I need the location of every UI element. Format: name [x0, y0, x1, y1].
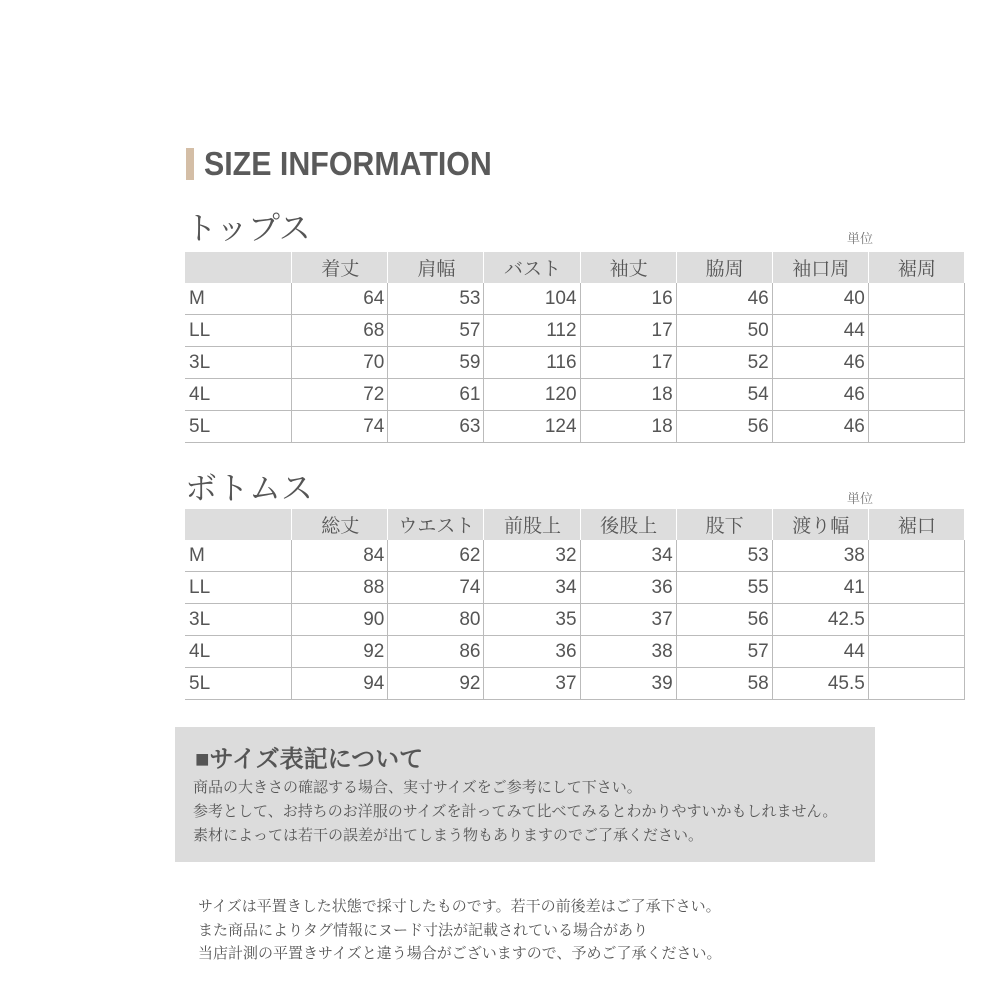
- measurement-cell: 38: [772, 540, 868, 572]
- table-row: [185, 315, 965, 347]
- measurement-cell: 38: [580, 636, 676, 668]
- table-row: [185, 347, 965, 379]
- measurement-cell: 72: [292, 379, 388, 411]
- measurement-cell: 64: [292, 283, 388, 315]
- note-line: 商品の大きさの確認する場合、実寸サイズをご参考にして下さい。: [193, 779, 642, 796]
- size-label-cell: LL: [185, 315, 292, 347]
- bottoms-unit: 単位: [847, 491, 874, 506]
- measurement-cell: 92: [388, 668, 484, 700]
- table-row: [185, 283, 965, 315]
- measurement-cell: 70: [292, 347, 388, 379]
- measurement-cell: [868, 347, 964, 379]
- measurement-cell: 86: [388, 636, 484, 668]
- table-header-row: [185, 509, 965, 540]
- measurement-cell: [868, 411, 964, 443]
- measurement-cell: 58: [676, 668, 772, 700]
- size-label-cell: LL: [185, 572, 292, 604]
- measurement-cell: [868, 315, 964, 347]
- measurement-cell: 112: [484, 315, 580, 347]
- footer-line: 当店計測の平置きサイズと違う場合がございますので、予めご了承ください。: [198, 945, 722, 962]
- tops-heading: トップス: [185, 210, 311, 246]
- column-header: 脇周: [676, 252, 772, 283]
- table-header-row: [185, 252, 965, 283]
- measurement-cell: 46: [772, 379, 868, 411]
- page-title: [186, 146, 517, 182]
- column-header: 袖口周: [772, 252, 868, 283]
- table-row: [185, 411, 965, 443]
- measurement-cell: [868, 379, 964, 411]
- note-line: 素材によっては若干の誤差が出てしまう物もありますのでご了承ください。: [193, 827, 704, 844]
- measurement-cell: 80: [388, 604, 484, 636]
- measurement-cell: 53: [676, 540, 772, 572]
- measurement-cell: 36: [484, 636, 580, 668]
- measurement-cell: [868, 572, 964, 604]
- title-text: SIZE INFORMATION: [204, 145, 492, 182]
- measurement-cell: [868, 604, 964, 636]
- measurement-cell: 94: [292, 668, 388, 700]
- measurement-cell: 37: [580, 604, 676, 636]
- measurement-cell: 46: [772, 347, 868, 379]
- measurement-cell: 74: [388, 572, 484, 604]
- measurement-cell: 59: [388, 347, 484, 379]
- measurement-cell: 50: [676, 315, 772, 347]
- tops-unit: 単位: [847, 231, 874, 246]
- measurement-cell: 57: [388, 315, 484, 347]
- measurement-cell: 84: [292, 540, 388, 572]
- tops-size-table: [185, 252, 965, 443]
- measurement-cell: 57: [676, 636, 772, 668]
- column-header: 着丈: [292, 252, 388, 283]
- measurement-cell: [868, 668, 964, 700]
- measurement-cell: 62: [388, 540, 484, 572]
- column-header: バスト: [484, 252, 580, 283]
- measurement-cell: 52: [676, 347, 772, 379]
- size-notation-box: [175, 727, 875, 862]
- measurement-cell: 34: [580, 540, 676, 572]
- measurement-cell: 18: [580, 379, 676, 411]
- column-header: 後股上: [580, 509, 676, 540]
- size-label-cell: 5L: [185, 411, 292, 443]
- table-row: [185, 540, 965, 572]
- note-line: 参考として、お持ちのお洋服のサイズを計ってみて比べてみるとわかりやすいかもしれません。: [193, 803, 838, 820]
- measurement-cell: 34: [484, 572, 580, 604]
- footer-line: また商品によりタグ情報にヌード寸法が記載されている場合があり: [198, 922, 649, 939]
- column-header: 股下: [676, 509, 772, 540]
- column-header: 前股上: [484, 509, 580, 540]
- column-header: 裾周: [868, 252, 964, 283]
- measurement-cell: 116: [484, 347, 580, 379]
- size-label-cell: 4L: [185, 636, 292, 668]
- table-row: [185, 604, 965, 636]
- measurement-cell: 92: [292, 636, 388, 668]
- measurement-cell: 16: [580, 283, 676, 315]
- title-accent-bar: [186, 148, 194, 180]
- measurement-cell: 35: [484, 604, 580, 636]
- table-row: [185, 572, 965, 604]
- measurement-cell: 55: [676, 572, 772, 604]
- size-label-cell: 5L: [185, 668, 292, 700]
- size-label-cell: M: [185, 540, 292, 572]
- measurement-cell: 88: [292, 572, 388, 604]
- table-row: [185, 379, 965, 411]
- measurement-cell: 42.5: [772, 604, 868, 636]
- measurement-cell: 39: [580, 668, 676, 700]
- measurement-cell: 56: [676, 411, 772, 443]
- measurement-cell: [868, 283, 964, 315]
- column-header: 総丈: [292, 509, 388, 540]
- measurement-cell: 44: [772, 315, 868, 347]
- measurement-cell: [868, 636, 964, 668]
- measurement-cell: 61: [388, 379, 484, 411]
- column-header: 肩幅: [388, 252, 484, 283]
- footer-line: サイズは平置きした状態で採寸したものです。若干の前後差はご了承下さい。: [198, 898, 721, 915]
- measurement-cell: 104: [484, 283, 580, 315]
- measurement-cell: 40: [772, 283, 868, 315]
- measurement-cell: 44: [772, 636, 868, 668]
- measurement-cell: 45.5: [772, 668, 868, 700]
- measurement-cell: 63: [388, 411, 484, 443]
- measurement-cell: 17: [580, 315, 676, 347]
- bottoms-size-table: [185, 509, 965, 700]
- measurement-cell: 46: [772, 411, 868, 443]
- note-heading: ■サイズ表記について: [195, 746, 424, 773]
- column-header: 裾口: [868, 509, 964, 540]
- size-label-cell: 4L: [185, 379, 292, 411]
- column-header: ウエスト: [388, 509, 484, 540]
- measurement-cell: 53: [388, 283, 484, 315]
- column-header: [185, 252, 292, 283]
- measurement-cell: 32: [484, 540, 580, 572]
- column-header: 袖丈: [580, 252, 676, 283]
- measurement-cell: 90: [292, 604, 388, 636]
- measurement-cell: 120: [484, 379, 580, 411]
- size-label-cell: 3L: [185, 347, 292, 379]
- table-row: [185, 636, 965, 668]
- measurement-cell: 37: [484, 668, 580, 700]
- measurement-cell: 46: [676, 283, 772, 315]
- measurement-cell: 18: [580, 411, 676, 443]
- measurement-cell: 68: [292, 315, 388, 347]
- measurement-cell: 17: [580, 347, 676, 379]
- size-label-cell: M: [185, 283, 292, 315]
- column-header: [185, 509, 292, 540]
- measurement-cell: 74: [292, 411, 388, 443]
- size-label-cell: 3L: [185, 604, 292, 636]
- measurement-cell: [868, 540, 964, 572]
- measurement-cell: 36: [580, 572, 676, 604]
- column-header: 渡り幅: [772, 509, 868, 540]
- measurement-cell: 54: [676, 379, 772, 411]
- bottoms-heading: ボトムス: [185, 470, 314, 506]
- measurement-cell: 41: [772, 572, 868, 604]
- table-row: [185, 668, 965, 700]
- measurement-cell: 56: [676, 604, 772, 636]
- measurement-cell: 124: [484, 411, 580, 443]
